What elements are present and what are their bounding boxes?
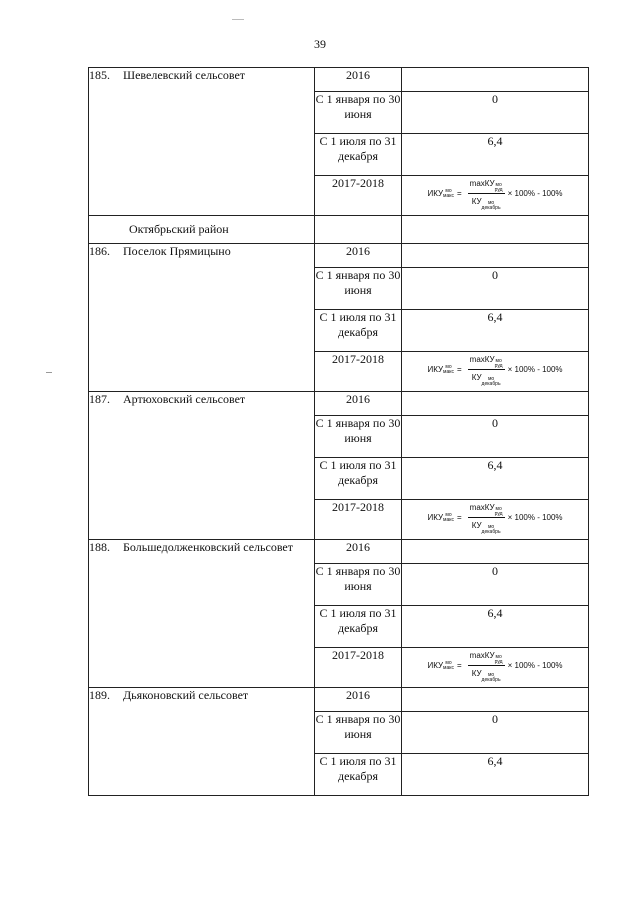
- row-number: 189.: [89, 688, 110, 702]
- row-number: 186.: [89, 244, 110, 258]
- page-number: 39: [314, 37, 326, 51]
- value-cell: [402, 540, 589, 564]
- formula: ИКУ мо макс = maxКУ мо руд КУ мо декабрь × 100% - 100%: [427, 352, 562, 387]
- value-cell: 0: [402, 268, 589, 310]
- value-cell: [402, 68, 589, 92]
- year-cell: 2016: [315, 244, 402, 268]
- settlement-cell: [89, 540, 315, 688]
- period-cell: С 1 января по 30 июня: [315, 268, 402, 310]
- table-row: [89, 244, 589, 268]
- year-cell: 2016: [315, 688, 402, 712]
- scan-mark: [46, 372, 52, 373]
- value-cell: 0: [402, 564, 589, 606]
- period-cell: С 1 июля по 31 декабря: [315, 458, 402, 500]
- row-number: 188.: [89, 540, 110, 554]
- settlement-name: Поселок Прямицыно: [123, 244, 231, 258]
- period-cell: 2017-2018: [315, 176, 402, 216]
- value-cell: [402, 392, 589, 416]
- table-row: [89, 392, 589, 416]
- settlement-cell: [89, 392, 315, 540]
- period-cell: С 1 июля по 31 декабря: [315, 606, 402, 648]
- value-cell: 6,4: [402, 606, 589, 648]
- row-number: 185.: [89, 68, 110, 82]
- period-cell: С 1 июля по 31 декабря: [315, 310, 402, 352]
- table-row: [89, 68, 589, 92]
- formula-cell: [402, 500, 589, 540]
- settlement-cell: [89, 68, 315, 216]
- row-number: 187.: [89, 392, 110, 406]
- scan-mark: [232, 19, 244, 20]
- settlement-name: Шевелевский сельсовет: [123, 68, 246, 82]
- formula: ИКУ мо макс = maxКУ мо руд КУ мо декабрь × 100% - 100%: [427, 648, 562, 683]
- district-row: [89, 216, 589, 244]
- district-name: Октябрьский район: [89, 216, 315, 244]
- period-cell: 2017-2018: [315, 648, 402, 688]
- year-cell: 2016: [315, 68, 402, 92]
- period-cell: С 1 января по 30 июня: [315, 92, 402, 134]
- settlement-name: Артюховский сельсовет: [123, 392, 246, 406]
- formula-cell: [402, 176, 589, 216]
- period-cell: 2017-2018: [315, 352, 402, 392]
- period-cell: С 1 января по 30 июня: [315, 564, 402, 606]
- value-cell: 0: [402, 712, 589, 754]
- table-row: [89, 688, 589, 712]
- settlement-cell: [89, 688, 315, 796]
- value-cell: 6,4: [402, 458, 589, 500]
- settlement-name: Большедолженковский сельсовет: [123, 540, 293, 554]
- value-cell: [402, 244, 589, 268]
- value-cell: 6,4: [402, 134, 589, 176]
- year-cell: 2016: [315, 540, 402, 564]
- value-cell: 6,4: [402, 754, 589, 796]
- formula: ИКУ мо макс = maxКУ мо руд КУ мо декабрь × 100% - 100%: [427, 176, 562, 211]
- value-cell: 6,4: [402, 310, 589, 352]
- period-cell: С 1 июля по 31 декабря: [315, 134, 402, 176]
- value-cell: 0: [402, 92, 589, 134]
- period-cell: С 1 января по 30 июня: [315, 712, 402, 754]
- settlement-name: Дьяконовский сельсовет: [123, 688, 249, 702]
- period-cell: 2017-2018: [315, 500, 402, 540]
- value-cell: 0: [402, 416, 589, 458]
- formula-cell: [402, 648, 589, 688]
- table-row: [89, 540, 589, 564]
- period-cell: С 1 июля по 31 декабря: [315, 754, 402, 796]
- value-cell: [402, 688, 589, 712]
- year-cell: 2016: [315, 392, 402, 416]
- formula-cell: [402, 352, 589, 392]
- period-cell: С 1 января по 30 июня: [315, 416, 402, 458]
- formula: ИКУ мо макс = maxКУ мо руд КУ мо декабрь × 100% - 100%: [427, 500, 562, 535]
- settlement-cell: [89, 244, 315, 392]
- tariff-table: [88, 67, 589, 796]
